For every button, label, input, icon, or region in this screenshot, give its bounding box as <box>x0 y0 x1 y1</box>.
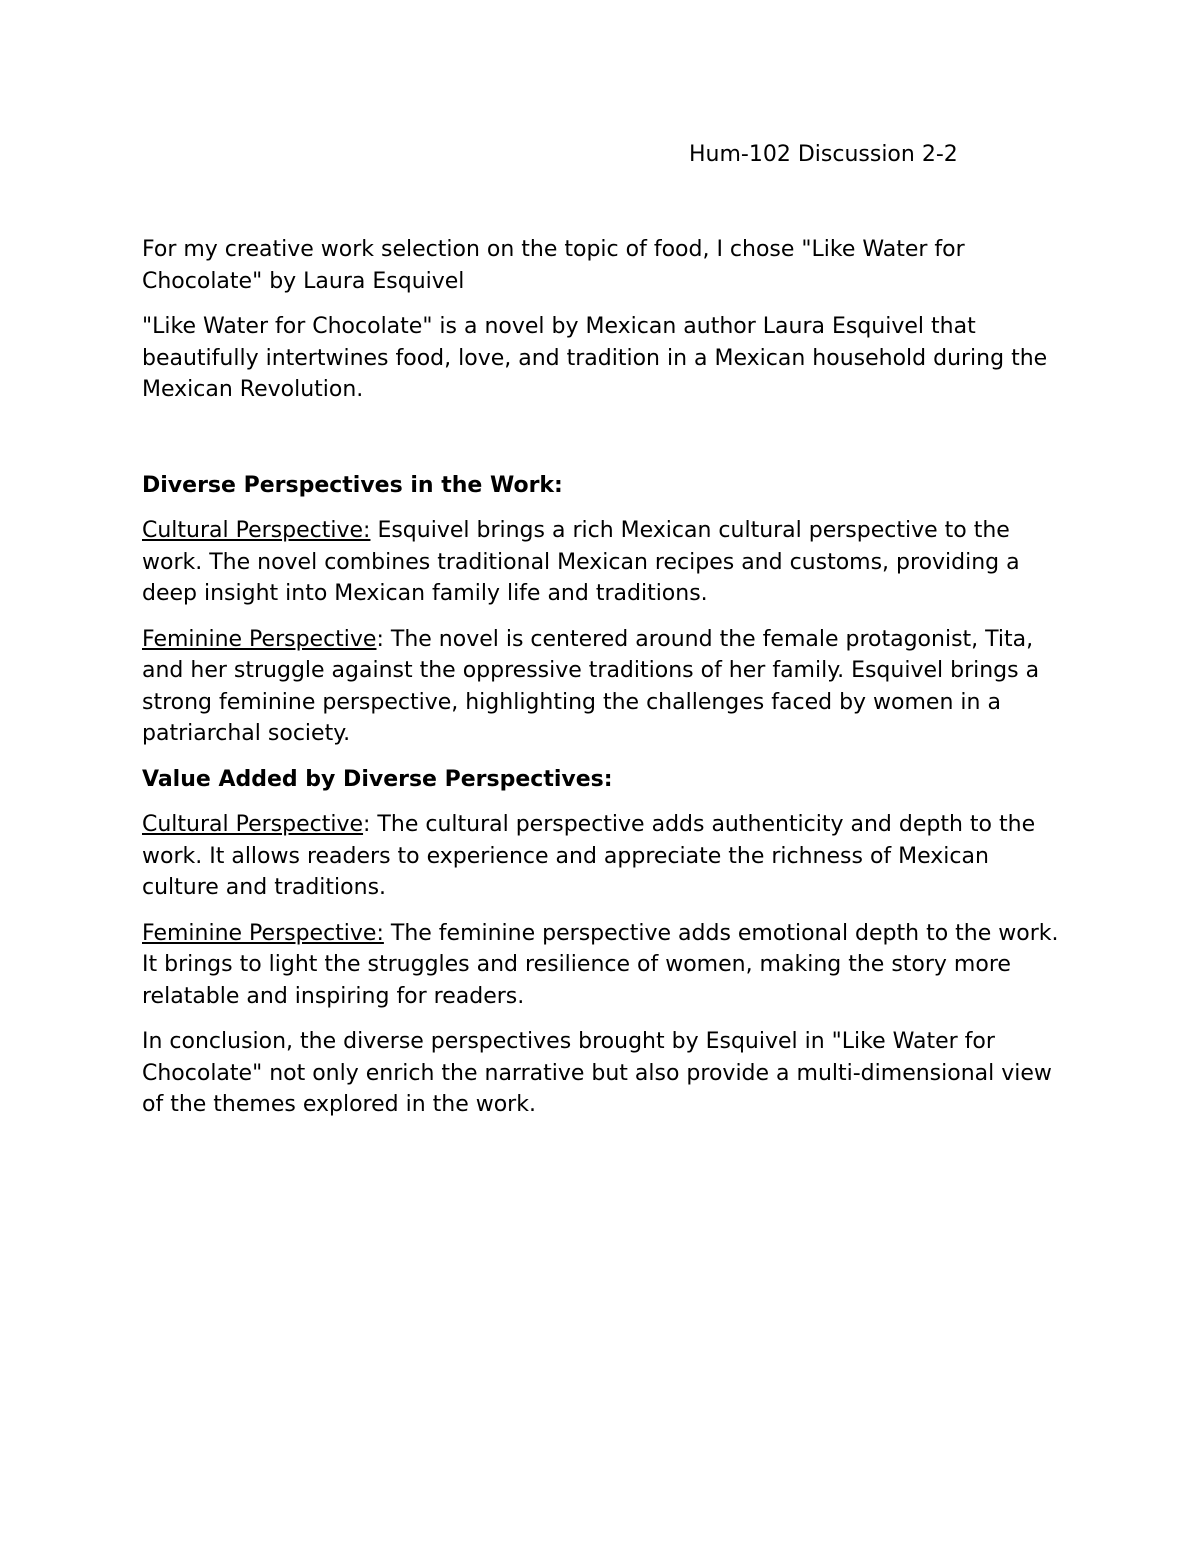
cultural-perspective-label: Cultural Perspective: <box>142 518 371 543</box>
cultural-value-label: Cultural Perspective <box>142 812 364 837</box>
feminine-value-label: Feminine Perspective: <box>142 920 384 946</box>
feminine-perspective-paragraph <box>142 624 1072 750</box>
feminine-value-text: The feminine perspective adds emotional depth to the work. It brings to light the struggles and resilience of women, making the story more relatable and inspiring for readers. <box>142 920 1059 1009</box>
summary-paragraph: "Like Water for Chocolate" is a novel by Mexican author Laura Esquivel that beautifully intertwines food, love, and tradition in a Mexican household during the Mexican Revolution. <box>142 314 1048 402</box>
document-body <box>142 234 1072 1135</box>
intro-paragraph: For my creative work selection on the topic of food, I chose "Like Water for Chocolate" by Laura Esquivel <box>142 237 965 294</box>
feminine-value-paragraph <box>142 918 1072 1013</box>
feminine-perspective-text: : The novel is centered around the female protagonist, Tita, and her struggle against the oppressive traditions of her family. Esquivel brings a strong feminine perspective, highlighting the challenges faced by women in a patriarchal society. <box>142 626 1040 746</box>
cultural-perspective-text: Esquivel brings a rich Mexican cultural perspective to the work. The novel combines traditional Mexican recipes and customs, providing a deep insight into Mexican family life and traditions. <box>142 518 1020 606</box>
section-heading-value-added: Value Added by Diverse Perspectives: <box>142 766 613 792</box>
document-header: Hum-102 Discussion 2-2 <box>689 142 958 167</box>
cultural-perspective-paragraph <box>142 515 1072 610</box>
section-heading-diverse-perspectives: Diverse Perspectives in the Work: <box>142 472 563 498</box>
cultural-value-text: : The cultural perspective adds authenticity and depth to the work. It allows readers to experience and appreciate the richness of Mexican culture and traditions. <box>142 812 1036 900</box>
feminine-perspective-label: Feminine Perspective <box>142 626 377 652</box>
cultural-value-paragraph <box>142 809 1072 904</box>
conclusion-paragraph: In conclusion, the diverse perspectives brought by Esquivel in "Like Water for Chocolate" not only enrich the narrative but also provide a multi-dimensional view of the themes explored in the work. <box>142 1029 1052 1117</box>
